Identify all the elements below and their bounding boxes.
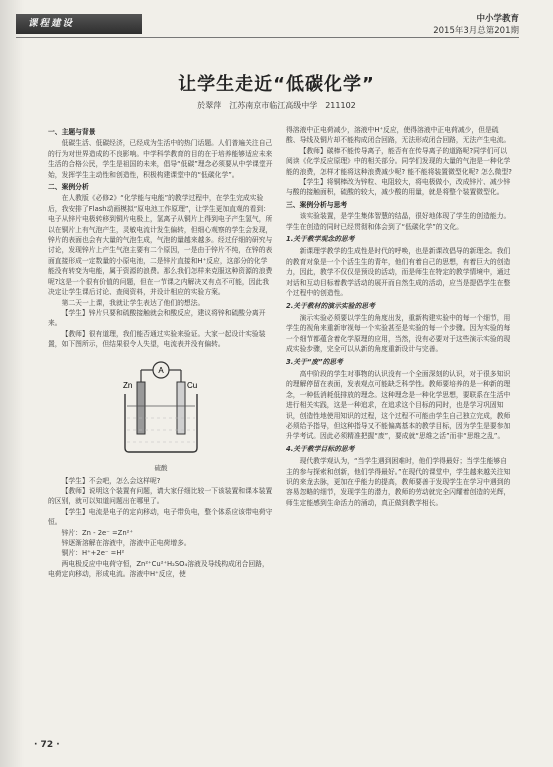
equation: 铜片：H⁺+2e⁻ =H² — [61, 549, 125, 558]
ammeter-label: A — [158, 365, 164, 375]
copper-electrode — [177, 382, 185, 434]
right-column — [286, 125, 512, 508]
paragraph: 两电极反应中电荷守恒，Zn²⁺Cu²⁺H₂SO₄溶液及导线构成闭合回路，电荷定向移动，形成电流。溶液中H⁺反应，使 — [48, 559, 269, 579]
paragraph: 【教师】碳棒不能传导离子，能否有在传导离子的道路呢?同学们可以阅读《化学反应原理》中的相关部分。同学们发现的大量的气泡是一种化学能的浪费，怎样才能将这种浪费减少呢? 能不能将装置微型化呢? 怎么微型? — [286, 146, 512, 176]
section-heading: 一、主题与背景 — [48, 128, 96, 136]
header-rule — [16, 37, 519, 38]
binding-shadow — [0, 0, 24, 767]
subsection-heading: 3.关于“废”的思考 — [286, 357, 343, 366]
paragraph: 在人教版《必修2》“化学能与电能”的教学过程中，在学生完成实验后，我安排了Flash动画模拟“原电池工作原理”，让学生更加直观的看到：电子从锌片电极转移到铜片电极上，氢离子从铜片上得到电子产生氢气，所以在铜片上有气泡产生，灵敏电流计发生偏转，但细心观察的学生会发现，锌片的表面也会有大量的气泡生成，气泡的量越来越多。经过仔细的研究与讨论，发现锌片上产生气泡主要有二个原因，一是由于锌片不纯，在锌的表面直接形成一定数量的小原电池，二是锌片直接和H⁺反应，这部分的化学能没有转变为电能，属于资源的浪费。那么我们怎样来克服这种资源的浪费呢?这是一个很有价值的问题，但在一节课之内解决又有点不可能，因此我决定让学生课后讨论、查阅资料，并设计相应的实验方案。 — [48, 194, 273, 297]
paragraph: 高中阶段的学生对事物的认识没有一个全面深刻的认识，对于很多知识的理解停留在表面，发表观点可能缺乏科学性。教师要培养的是一种新的理念，一种低消耗低排放的理念。这种理念是一种化学思想，要联系在生活中进行相关实践，这是一种追求，在追求这个目标的同时，也是学习巩固知识，创造性地使用知识的过程，这个过程不可能由学生自己独立完成，教师必须给予指导，但这种指导又不能偏离基本的教学目标，因为学生是要参加升学考试。因此必须精准把握“废”，要成就“思维之活”而非“思维之乱”。 — [286, 369, 511, 441]
paragraph: 【学生】电流是电子的定向移动，电子带负电，整个体系应该带电荷守恒。 — [48, 507, 273, 527]
paragraph: 【学生】将铜棒改为锌粒、电阻较大，将电极做小，改成锌片、减少锌与酸的接触面积，硫酸的较大，减少酸的用量，就是将整个装置微型化。 — [286, 178, 511, 197]
beaker — [125, 394, 197, 452]
paragraph: 【学生】不会吧，怎么会这样呢? — [61, 476, 161, 485]
article-byline: 於翠萍 江苏南京市临江高级中学 211102 — [197, 101, 356, 110]
paragraph: 【教师】说明这个装置有问题，请大家仔细比较一下该装置和课本装置的区别，就可以知道问题出在哪里了。 — [48, 486, 273, 506]
column-tag: 课程建设 — [16, 14, 142, 34]
paragraph: 得溶液中正电荷减少，溶液中H⁺反应，使得溶液中正电荷减少，但是硫酸、导线及铜片却不能构成闭合回路，无法形成闭合回路，无法产生电流。 — [286, 126, 511, 145]
section-heading: 二、案例分析 — [48, 183, 89, 192]
paragraph: 该实验装置，是学生集体智慧的结晶，很好地体现了学生的创造能力。学生在创造的同时已经贯彻和体会到了“低碳化学”的文化。 — [286, 212, 511, 231]
figure-caption: 硫酸 — [154, 464, 168, 473]
paragraph: 第二天一上课，我就让学生表达了他们的想法。 — [61, 298, 205, 307]
galvanic-cell-figure — [101, 356, 221, 472]
subsection-heading: 4.关于教学目标的思考 — [286, 444, 355, 453]
paragraph: 【学生】锌片只要和硫酸接触就会和酸反应，建议将锌和硫酸分离开来。 — [48, 308, 266, 328]
paragraph: 演示实验必须要以学生的角度出发，重新构建实验中的每一个细节，用学生的视角来重新审视每一个实验甚至是实验的每一个步骤。因为实验的每一个细节都蕴含着化学原理的应用，当然，没有必要对于这些演示实验的现成实验步骤，完全可以从新的角度重新设计与完善。 — [286, 313, 511, 354]
subsection-heading: 2.关于教材的演示实验的思考 — [286, 301, 375, 310]
journal-issue: 2015年3月总第201期 — [433, 26, 519, 36]
paragraph: 【教师】很有道理，我们能否通过实验来验证。大家一起设计实验装置，如下图所示，但结果很令人失望，电流表并没有偏转。 — [48, 329, 266, 349]
zinc-electrode — [137, 382, 145, 434]
subsection-heading: 1.关于教学观念的思考 — [286, 235, 355, 244]
zinc-label: Zn — [123, 380, 133, 390]
page-number: · 72 · — [34, 740, 60, 750]
cell-diagram — [101, 356, 221, 466]
equation: 锌片：Zn - 2e⁻ =Zn²⁺ — [61, 528, 133, 537]
paragraph: 锌逐渐溶解在溶液中，溶液中正电荷增多。 — [61, 538, 191, 547]
paragraph: 现代教学观认为，“当学生遇到困难时，他们学得最好；当学生能够自主的参与探索和创新，他们学得最好。”在现代的课堂中，学生越来越关注知识的来龙去脉，更加在乎能力的提高，教师要善于发现学生在学习中遇到的容易忽略的细节，发现学生的潜力，教师的劳动就完全闪耀着创造的光辉，师生定能感到生命活力的涌动，真正做到教学相长。 — [286, 457, 511, 507]
paragraph: 低碳生活、低碳经济，已经成为生活中的热门话题。人们普遍关注自己的行为对世界造成的不良影响。中学科学教育的目的在于培养能够适应未来生活的合格公民，学生是祖国的未来，倡导“低碳”理念必须要从中学课堂开始，发挥学生主动性和创造性，积极构建课堂中的“低碳化学”。 — [48, 139, 273, 179]
section-heading: 三、案例分析与思考 — [286, 200, 348, 209]
paragraph: 新课理学教学的生成性是时代的呼唤，也是新课改倡导的新理念。我们的教育对象是一个个活生生的青年，他们有着自己的思想，有着巨大的创造力，因此，教学不仅仅是预设的活动，而是师生在特定的教学情境中，通过对话和互动目标着教学活动的展开而自然生成的活动，应当是提倡学生在整个过程中的创造性。 — [286, 247, 511, 298]
copper-label: Cu — [187, 380, 198, 390]
article-title: 让学生走近“低碳化学” — [178, 74, 375, 95]
journal-header — [433, 13, 519, 37]
journal-name: 中小学教育 — [476, 14, 519, 24]
left-column — [48, 125, 274, 580]
